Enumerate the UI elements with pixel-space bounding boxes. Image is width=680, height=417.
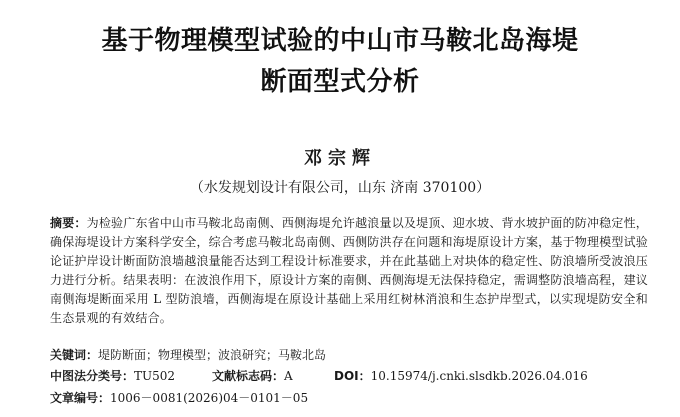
author-affiliation: （水发规划设计有限公司，山东 济南 370100） xyxy=(189,180,491,196)
clc-value: TU502 xyxy=(134,369,176,383)
abstract-text: 为检验广东省中山市马鞍北岛南侧、西侧海堤允许越浪量以及堤顶、迎水坡、背水坡护面的防冲稳定性，确保海堤设计方案科学安全，综合考虑马鞍北岛南侧、西侧防洪存在问题和海堤原设计方案，基于物理模型试验论证护岸设计断面防浪墙越浪量能否达到工程设计标准要求，并在此基础上对块体的稳定性、防浪墙所受波浪压力进行分析。结果表明：在波浪作用下，原设计方案的南侧、西侧海堤无法保持稳定，需调整防浪墙高程，建议南侧海堤断面采用 L 型防浪墙，西侧海堤在原设计基础上采用红树林消浪和生态护岸型式，以实现堤防安全和生态景观的有效结合。 xyxy=(50,216,648,325)
keywords-label: 关键词： xyxy=(50,348,99,362)
doi-label: DOI： xyxy=(334,369,371,383)
article-number-row xyxy=(50,389,650,406)
clc-number xyxy=(50,367,175,384)
paper-title-line-1: 基于物理模型试验的中山市马鞍北岛海堤 xyxy=(101,26,579,56)
paper-title-line-2: 断面型式分析 xyxy=(260,67,420,97)
article-number-value: 1006－0081(2026)04－0101－05 xyxy=(110,391,309,405)
abstract-label: 摘要： xyxy=(50,216,87,230)
keywords-row xyxy=(50,346,650,363)
author-name: 邓宗辉 xyxy=(304,148,376,169)
document-code-label: 文献标志码： xyxy=(212,369,285,383)
abstract xyxy=(50,214,648,328)
document-code-value: A xyxy=(284,369,293,383)
article-number-label: 文章编号： xyxy=(50,391,111,405)
clc-label: 中图法分类号： xyxy=(50,369,135,383)
doi xyxy=(334,367,588,384)
doi-value: 10.15974/j.cnki.slsdkb.2026.04.016 xyxy=(370,369,588,383)
document-code xyxy=(212,367,293,384)
keywords-text: 堤防断面；物理模型；波浪研究；马鞍北岛 xyxy=(98,348,327,362)
